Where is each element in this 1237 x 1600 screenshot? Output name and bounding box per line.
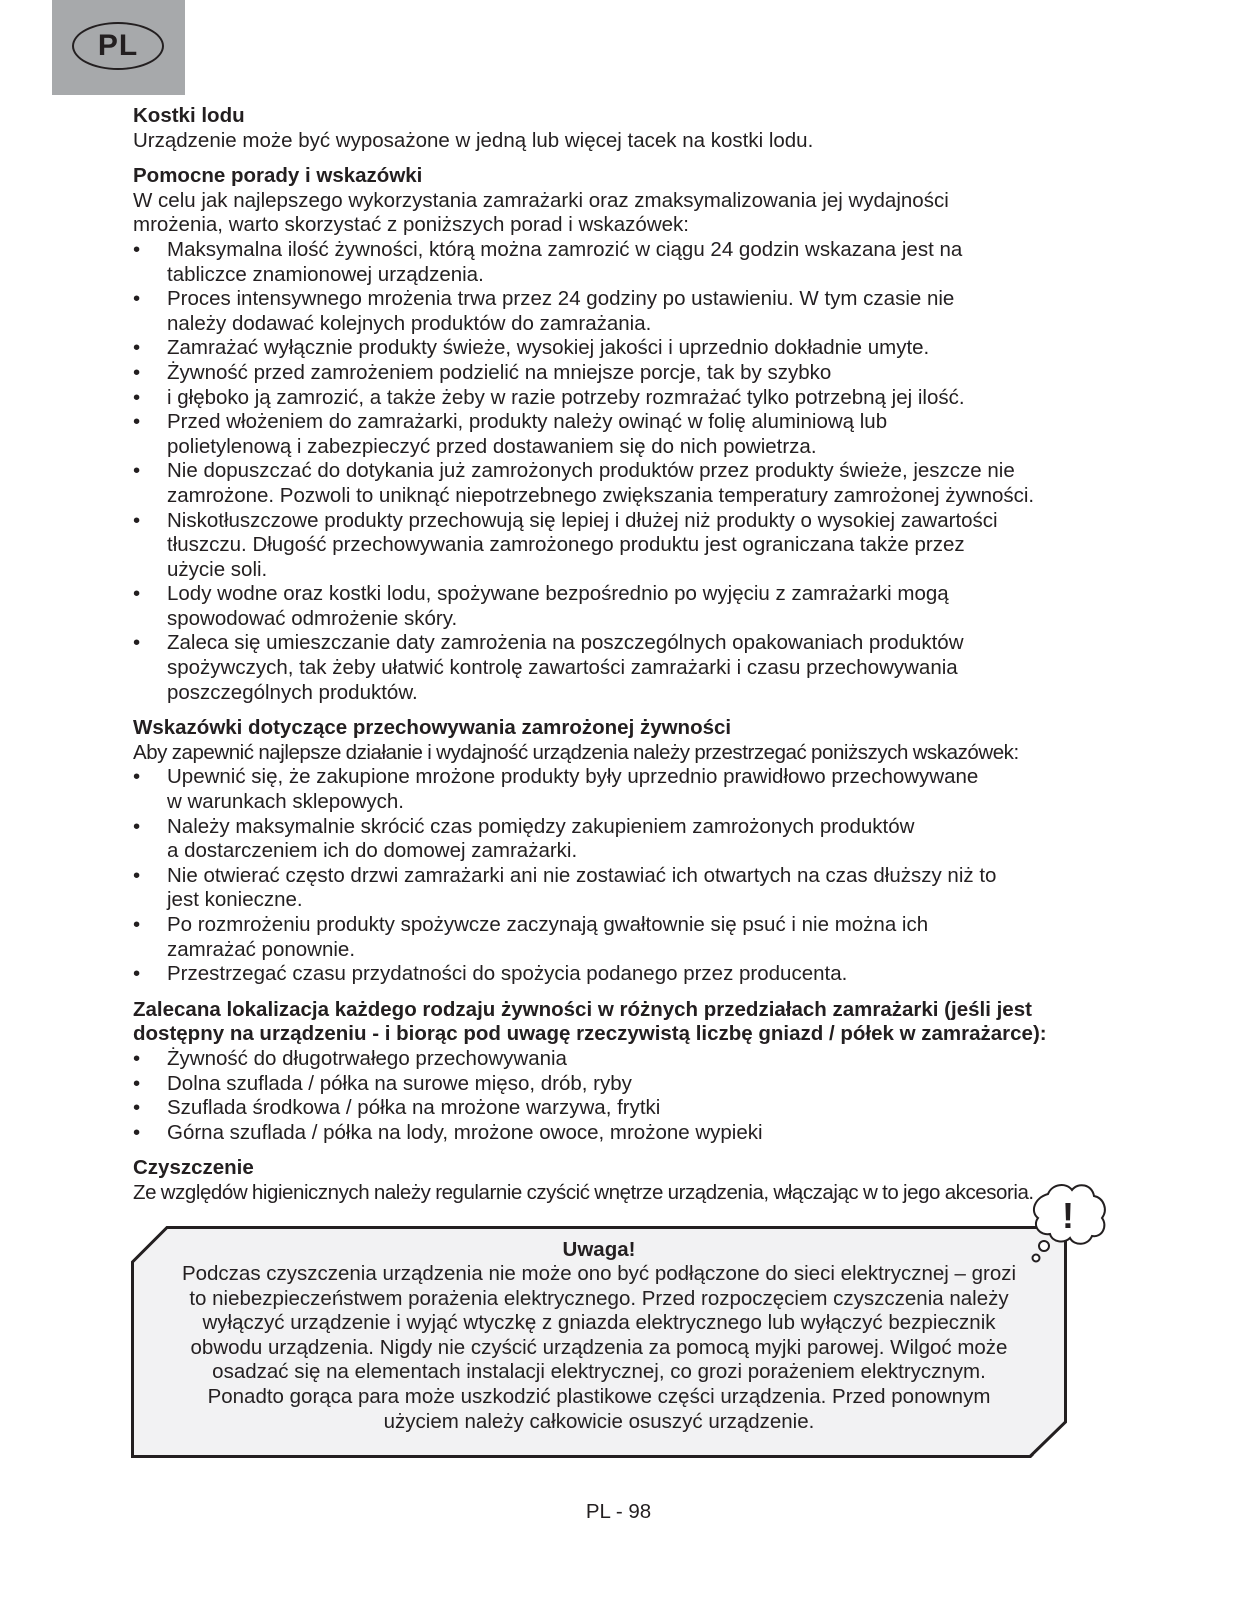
- section-title: Kostki lodu: [133, 104, 245, 127]
- bullet-list: [133, 765, 1113, 986]
- document-body: [133, 104, 1113, 1217]
- list-item: [133, 459, 1113, 508]
- list-item-line: użycie soli.: [167, 557, 268, 581]
- page-number: PL - 98: [585, 1500, 652, 1523]
- list-item: [133, 336, 1113, 361]
- section-title-line: Zalecana lokalizacja każdego rodzaju żywności w różnych przedziałach zamrażarki (jeśli jest: [133, 997, 1032, 1021]
- list-item-line: • Nie dopuszczać do dotykania już zamrożonych produktów przez produkty świeże, jeszcze nie: [167, 459, 1015, 483]
- list-item-line: • Po rozmrożeniu produkty spożywcze zaczynają gwałtownie się psuć i nie można ich: [167, 913, 929, 936]
- list-item-line: • Przestrzegać czasu przydatności do spożycia podanego przez producenta.: [167, 962, 848, 986]
- section-storage: [133, 716, 1113, 987]
- bullet-list: [133, 238, 1113, 705]
- paragraph: Urządzenie może być wyposażone w jedną lub więcej tacek na kostki lodu.: [133, 128, 814, 152]
- list-item-line: jest konieczne.: [167, 888, 303, 912]
- list-item-line: • Szuflada środkowa / półka na mrożone warzywa, frytki: [167, 1096, 661, 1120]
- list-item: [133, 815, 1113, 864]
- list-item-line: zamrożone. Pozwoli to uniknąć niepotrzebnego zwiększania temperatury zamrożonej żywności.: [167, 483, 1035, 507]
- list-item: [133, 864, 1113, 913]
- list-item-line: • Dolna szuflada / półka na surowe mięso, drób, ryby: [167, 1071, 632, 1095]
- list-item-line: • Przed włożeniem do zamrażarki, produkty należy owinąć w folię aluminiową lub: [167, 410, 888, 434]
- section-tips: [133, 164, 1113, 705]
- list-item-line: • Żywność do długotrwałego przechowywania: [167, 1046, 567, 1070]
- list-item-line: poszczególnych produktów.: [167, 680, 418, 704]
- list-item-line: • Proces intensywnego mrożenia trwa przez 24 godziny po ustawieniu. W tym czasie nie: [167, 287, 955, 311]
- list-item-line: • i głęboko ją zamrozić, a także żeby w razie potrzeby rozmrażać tylko potrzebną jej ilość.: [167, 385, 965, 409]
- list-item-line: należy dodawać kolejnych produktów do zamrażania.: [167, 311, 652, 335]
- list-item-line: • Należy maksymalnie skrócić czas pomiędzy zakupieniem zamrożonych produktów: [167, 814, 915, 838]
- section-title: Pomocne porady i wskazówki: [133, 164, 423, 188]
- list-item-line: • Górna szuflada / półka na lody, mrożone owoce, mrożone wypieki: [167, 1120, 763, 1144]
- list-item-line: tłuszczu. Długość przechowywania zamrożonego produktu jest ograniczana także przez: [167, 533, 965, 557]
- list-item: [133, 1121, 1113, 1146]
- paragraph: Ze względów higienicznych należy regularnie czyścić wnętrze urządzenia, włączając w to jego akcesoria.: [133, 1180, 1034, 1204]
- list-item-line: tabliczce znamionowej urządzenia.: [167, 262, 484, 286]
- list-item-line: zamrażać ponownie.: [167, 937, 356, 961]
- warning-line: użyciem należy całkowicie osuszyć urządzenie.: [383, 1409, 815, 1433]
- list-item-line: • Zaleca się umieszczanie daty zamrożenia na poszczególnych opakowaniach produktów: [167, 631, 964, 655]
- list-item-line: • Nie otwierać często drzwi zamrażarki ani nie zostawiać ich otwartych na czas dłuższy niż to: [167, 863, 997, 887]
- bullet-list: [133, 1047, 1113, 1145]
- warning-line: obwodu urządzenia. Nigdy nie czyścić urządzenia za pomocą myjki parowej. Wilgoć może: [190, 1335, 1008, 1359]
- list-item: [133, 410, 1113, 459]
- section-title: Wskazówki dotyczące przechowywania zamrożonej żywności: [133, 716, 732, 740]
- list-item-line: • Niskotłuszczowe produkty przechowują się lepiej i dłużej niż produkty o wysokiej zawartości: [167, 508, 998, 532]
- list-item-line: • Żywność przed zamrożeniem podzielić na mniejsze porcje, tak by szybko: [167, 360, 832, 384]
- list-item: [133, 238, 1113, 287]
- section-cleaning: [133, 1156, 1113, 1205]
- warning-text: [140, 1262, 1058, 1434]
- list-item: [133, 913, 1113, 962]
- list-item: [133, 631, 1113, 705]
- list-item: [133, 962, 1113, 987]
- list-item: [133, 1047, 1113, 1072]
- list-item-line: polietylenową i zabezpieczyć przed dostawaniem się do nich powietrza.: [167, 434, 817, 458]
- section-ice-cubes: [133, 104, 1113, 153]
- section-title-line: dostępny na urządzeniu - i biorąc pod uwagę rzeczywistą liczbę gniazd / półek w zamrażarce):: [133, 1022, 1047, 1046]
- list-item: [133, 1072, 1113, 1097]
- list-item-line: spożywczych, tak żeby ułatwić kontrolę zawartości zamrażarki i czasu przechowywania: [167, 656, 958, 680]
- warning-line: osadzać się na elementach instalacji elektrycznej, co grozi porażeniem elektrycznym.: [212, 1360, 986, 1384]
- language-tab: [52, 0, 185, 95]
- warning-line: Ponadto gorąca para może uszkodzić plastikowe części urządzenia. Przed ponownym: [207, 1384, 991, 1408]
- list-item: [133, 582, 1113, 631]
- paragraph: Aby zapewnić najlepsze działanie i wydajność urządzenia należy przestrzegać poniższych wskazówek:: [133, 740, 1019, 764]
- warning-title: Uwaga!: [562, 1238, 636, 1261]
- list-item: [133, 361, 1113, 386]
- list-item-line: • Lody wodne oraz kostki lodu, spożywane bezpośrednio po wyjęciu z zamrażarki mogą: [167, 582, 949, 606]
- list-item: [133, 287, 1113, 336]
- list-item-line: a dostarczeniem ich do domowej zamrażarki.: [167, 839, 578, 863]
- list-item: [133, 1096, 1113, 1121]
- warning-line: to niebezpieczeństwem porażenia elektrycznego. Przed rozpoczęciem czyszczenia należy: [189, 1286, 1009, 1310]
- list-item-line: spowodować odmrożenie skóry.: [167, 606, 458, 630]
- list-item-line: • Upewnić się, że zakupione mrożone produkty były uprzednio prawidłowo przechowywane: [167, 765, 979, 789]
- list-item-line: • Maksymalna ilość żywności, którą można zamrozić w ciągu 24 godzin wskazana jest na: [167, 237, 963, 261]
- paragraph-line: W celu jak najlepszego wykorzystania zamrażarki oraz zmaksymalizowania jej wydajności: [133, 188, 949, 212]
- list-item-line: w warunkach sklepowych.: [167, 790, 404, 814]
- warning-cloud-icon: [1026, 1180, 1110, 1270]
- paragraph-line: mrożenia, warto skorzystać z poniższych porad i wskazówek:: [133, 213, 689, 237]
- warning-exclamation: !: [1062, 1195, 1074, 1236]
- warning-line: Podczas czyszczenia urządzenia nie może ono być podłączone do sieci elektrycznej – grozi: [181, 1262, 1017, 1285]
- list-item: [133, 509, 1113, 583]
- list-item: [133, 765, 1113, 814]
- list-item: [133, 386, 1113, 411]
- section-location: [133, 998, 1113, 1146]
- list-item-line: • Zamrażać wyłącznie produkty świeże, wysokiej jakości i uprzednio dokładnie umyte.: [167, 336, 930, 360]
- section-title: Czyszczenie: [133, 1156, 254, 1180]
- language-badge: PL: [72, 22, 164, 70]
- warning-line: wyłączyć urządzenie i wyjąć wtyczkę z gniazda elektrycznego lub wyłączyć bezpiecznik: [202, 1311, 996, 1335]
